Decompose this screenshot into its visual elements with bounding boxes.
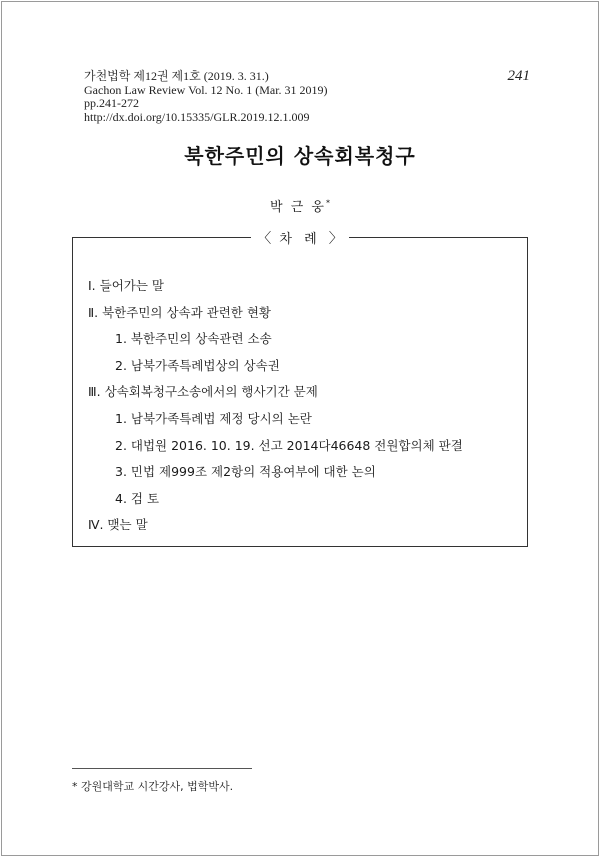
journal-header [84,70,534,124]
toc-open-bracket: 〈 [257,231,272,247]
author-footnote: * 강원대학교 시간강사, 법학박사. [72,780,234,793]
toc-item-section-3-2: 2. 대법원 2016. 10. 19. 선고 2014다46648 전원합의체 판결 [115,437,463,453]
toc-item-section-3-4: 4. 검 토 [115,490,160,506]
toc-item-section-2: Ⅱ. 북한주민의 상속과 관련한 현황 [88,304,271,320]
toc-heading [0,228,600,248]
toc-label: 차 례 [279,232,321,247]
toc-item-section-2-1: 1. 북한주민의 상속관련 소송 [115,331,272,347]
page-range: pp.241-272 [84,96,139,110]
toc-item-section-3-3: 3. 민법 제999조 제2항의 적용여부에 대한 논의 [115,464,376,480]
author-line [0,196,600,215]
doi-link[interactable]: http://dx.doi.org/10.15335/GLR.2019.12.1.009 [84,109,310,124]
toc-item-section-2-2: 2. 남북가족특례법상의 상속권 [115,357,280,373]
journal-name-english: Gachon Law Review Vol. 12 No. 1 (Mar. 31 2019) [84,82,328,97]
toc-close-bracket: 〉 [328,231,343,247]
author-footnote-mark[interactable]: * [325,198,330,208]
toc-item-conclusion: Ⅳ. 맺는 말 [88,517,148,533]
toc-item-intro: Ⅰ. 들어가는 말 [88,278,164,293]
author-name: 박 근 웅 [270,200,326,215]
page-number: 241 [507,68,530,84]
toc-item-section-3-1: 1. 남북가족특례법 제정 당시의 논란 [115,410,312,426]
footnote-divider [72,768,252,769]
toc-item-section-3: Ⅲ. 상속회복청구소송에서의 행사기간 문제 [88,384,318,400]
paper-title: 북한주민의 상속회복청구 [184,144,416,168]
toc-list [88,273,508,539]
journal-name-korean: 가천법학 제12권 제1호 (2019. 3. 31.) [84,69,269,83]
